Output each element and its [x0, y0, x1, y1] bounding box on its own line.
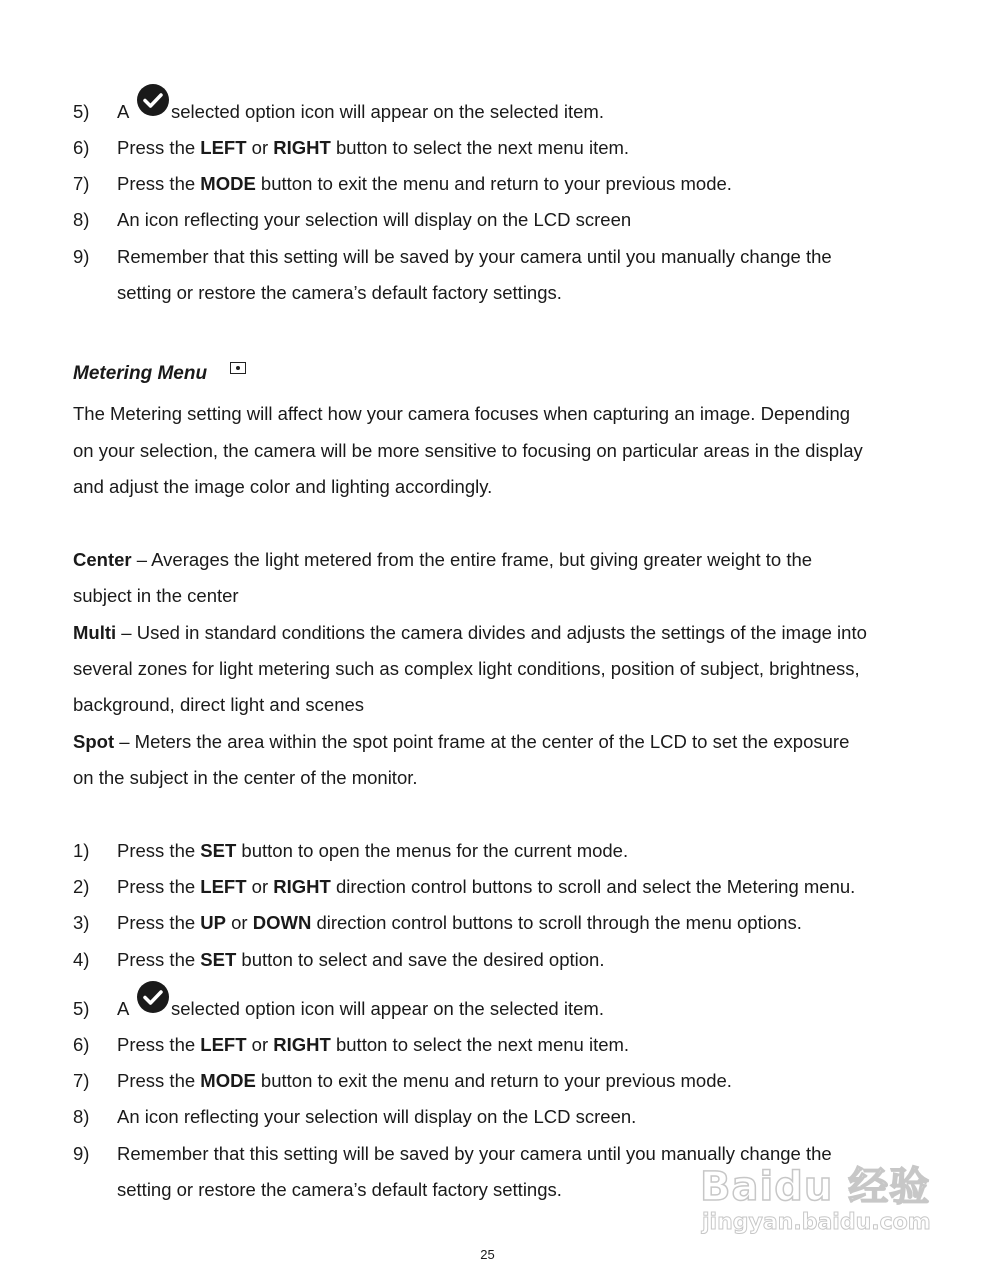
list-item-text: Remember that this setting will be saved by your camera until you manually change the [117, 246, 832, 267]
option-multi: Multi – Used in standard conditions the camera divides and adjusts the settings of the image into [73, 622, 867, 643]
intro-text: and adjust the image color and lighting accordingly. [73, 476, 493, 497]
list-item-text: Press the SET button to open the menus for the current mode. [117, 840, 629, 861]
list-number: 7) [73, 173, 90, 194]
list-item-text: setting or restore the camera’s default factory settings. [117, 1179, 562, 1200]
baidu-watermark [700, 1135, 940, 1245]
list-number: 5) [73, 101, 90, 122]
list-number: 6) [73, 1034, 90, 1055]
list-item-text: Press the LEFT or RIGHT button to select the next menu item. [117, 1034, 630, 1055]
watermark-logo: Baidu 经验 [700, 1164, 931, 1210]
list-number: 3) [73, 912, 90, 933]
list-item-text: selected option icon will appear on the selected item. [171, 101, 604, 122]
page-number: 25 [480, 1247, 495, 1262]
list-number: 9) [73, 1143, 90, 1164]
list-item-text: Press the UP or DOWN direction control buttons to scroll through the menu options. [117, 912, 802, 933]
list-number: 2) [73, 876, 90, 897]
list-item-text: Press the LEFT or RIGHT button to select the next menu item. [117, 137, 630, 158]
section-title: Metering Menu [73, 363, 208, 384]
list-item-text: selected option icon will appear on the selected item. [171, 998, 604, 1019]
checkmark-icon [137, 981, 169, 1013]
intro-text: on your selection, the camera will be more sensitive to focusing on particular areas in the display [73, 440, 863, 461]
list-number: 8) [73, 1106, 90, 1127]
intro-text: The Metering setting will affect how your camera focuses when capturing an image. Depending [73, 403, 851, 424]
option-multi-text: several zones for light metering such as complex light conditions, position of subject, brightness, [73, 658, 860, 679]
option-multi-text: background, direct light and scenes [73, 694, 365, 715]
option-center-text: subject in the center [73, 585, 239, 606]
list-number: 4) [73, 949, 90, 970]
option-spot: Spot – Meters the area within the spot point frame at the center of the LCD to set the exposure [73, 731, 850, 752]
list-item-text: An icon reflecting your selection will display on the LCD screen. [117, 1106, 637, 1127]
option-center: Center – Averages the light metered from the entire frame, but giving greater weight to the [73, 549, 813, 570]
list-number: 6) [73, 137, 90, 158]
list-number: 5) [73, 998, 90, 1019]
list-item-text: A [117, 998, 130, 1019]
list-item-text: setting or restore the camera’s default factory settings. [117, 282, 562, 303]
list-number: 8) [73, 209, 90, 230]
checkmark-icon [137, 84, 169, 116]
watermark-url: jingyan.baidu.com [702, 1210, 931, 1235]
list-number: 7) [73, 1070, 90, 1091]
list-number: 1) [73, 840, 90, 861]
list-item-text: A [117, 101, 130, 122]
list-number: 9) [73, 246, 90, 267]
list-item-text: Remember that this setting will be saved by your camera until you manually change the [117, 1143, 832, 1164]
list-item-text: Press the MODE button to exit the menu and return to your previous mode. [117, 1070, 732, 1091]
list-item-text: Press the MODE button to exit the menu and return to your previous mode. [117, 173, 732, 194]
list-item-text: Press the LEFT or RIGHT direction control buttons to scroll and select the Metering menu. [117, 876, 856, 897]
metering-icon [230, 362, 246, 374]
option-spot-text: on the subject in the center of the monitor. [73, 767, 418, 788]
list-item-text: An icon reflecting your selection will display on the LCD screen [117, 209, 632, 230]
list-item-text: Press the SET button to select and save the desired option. [117, 949, 605, 970]
